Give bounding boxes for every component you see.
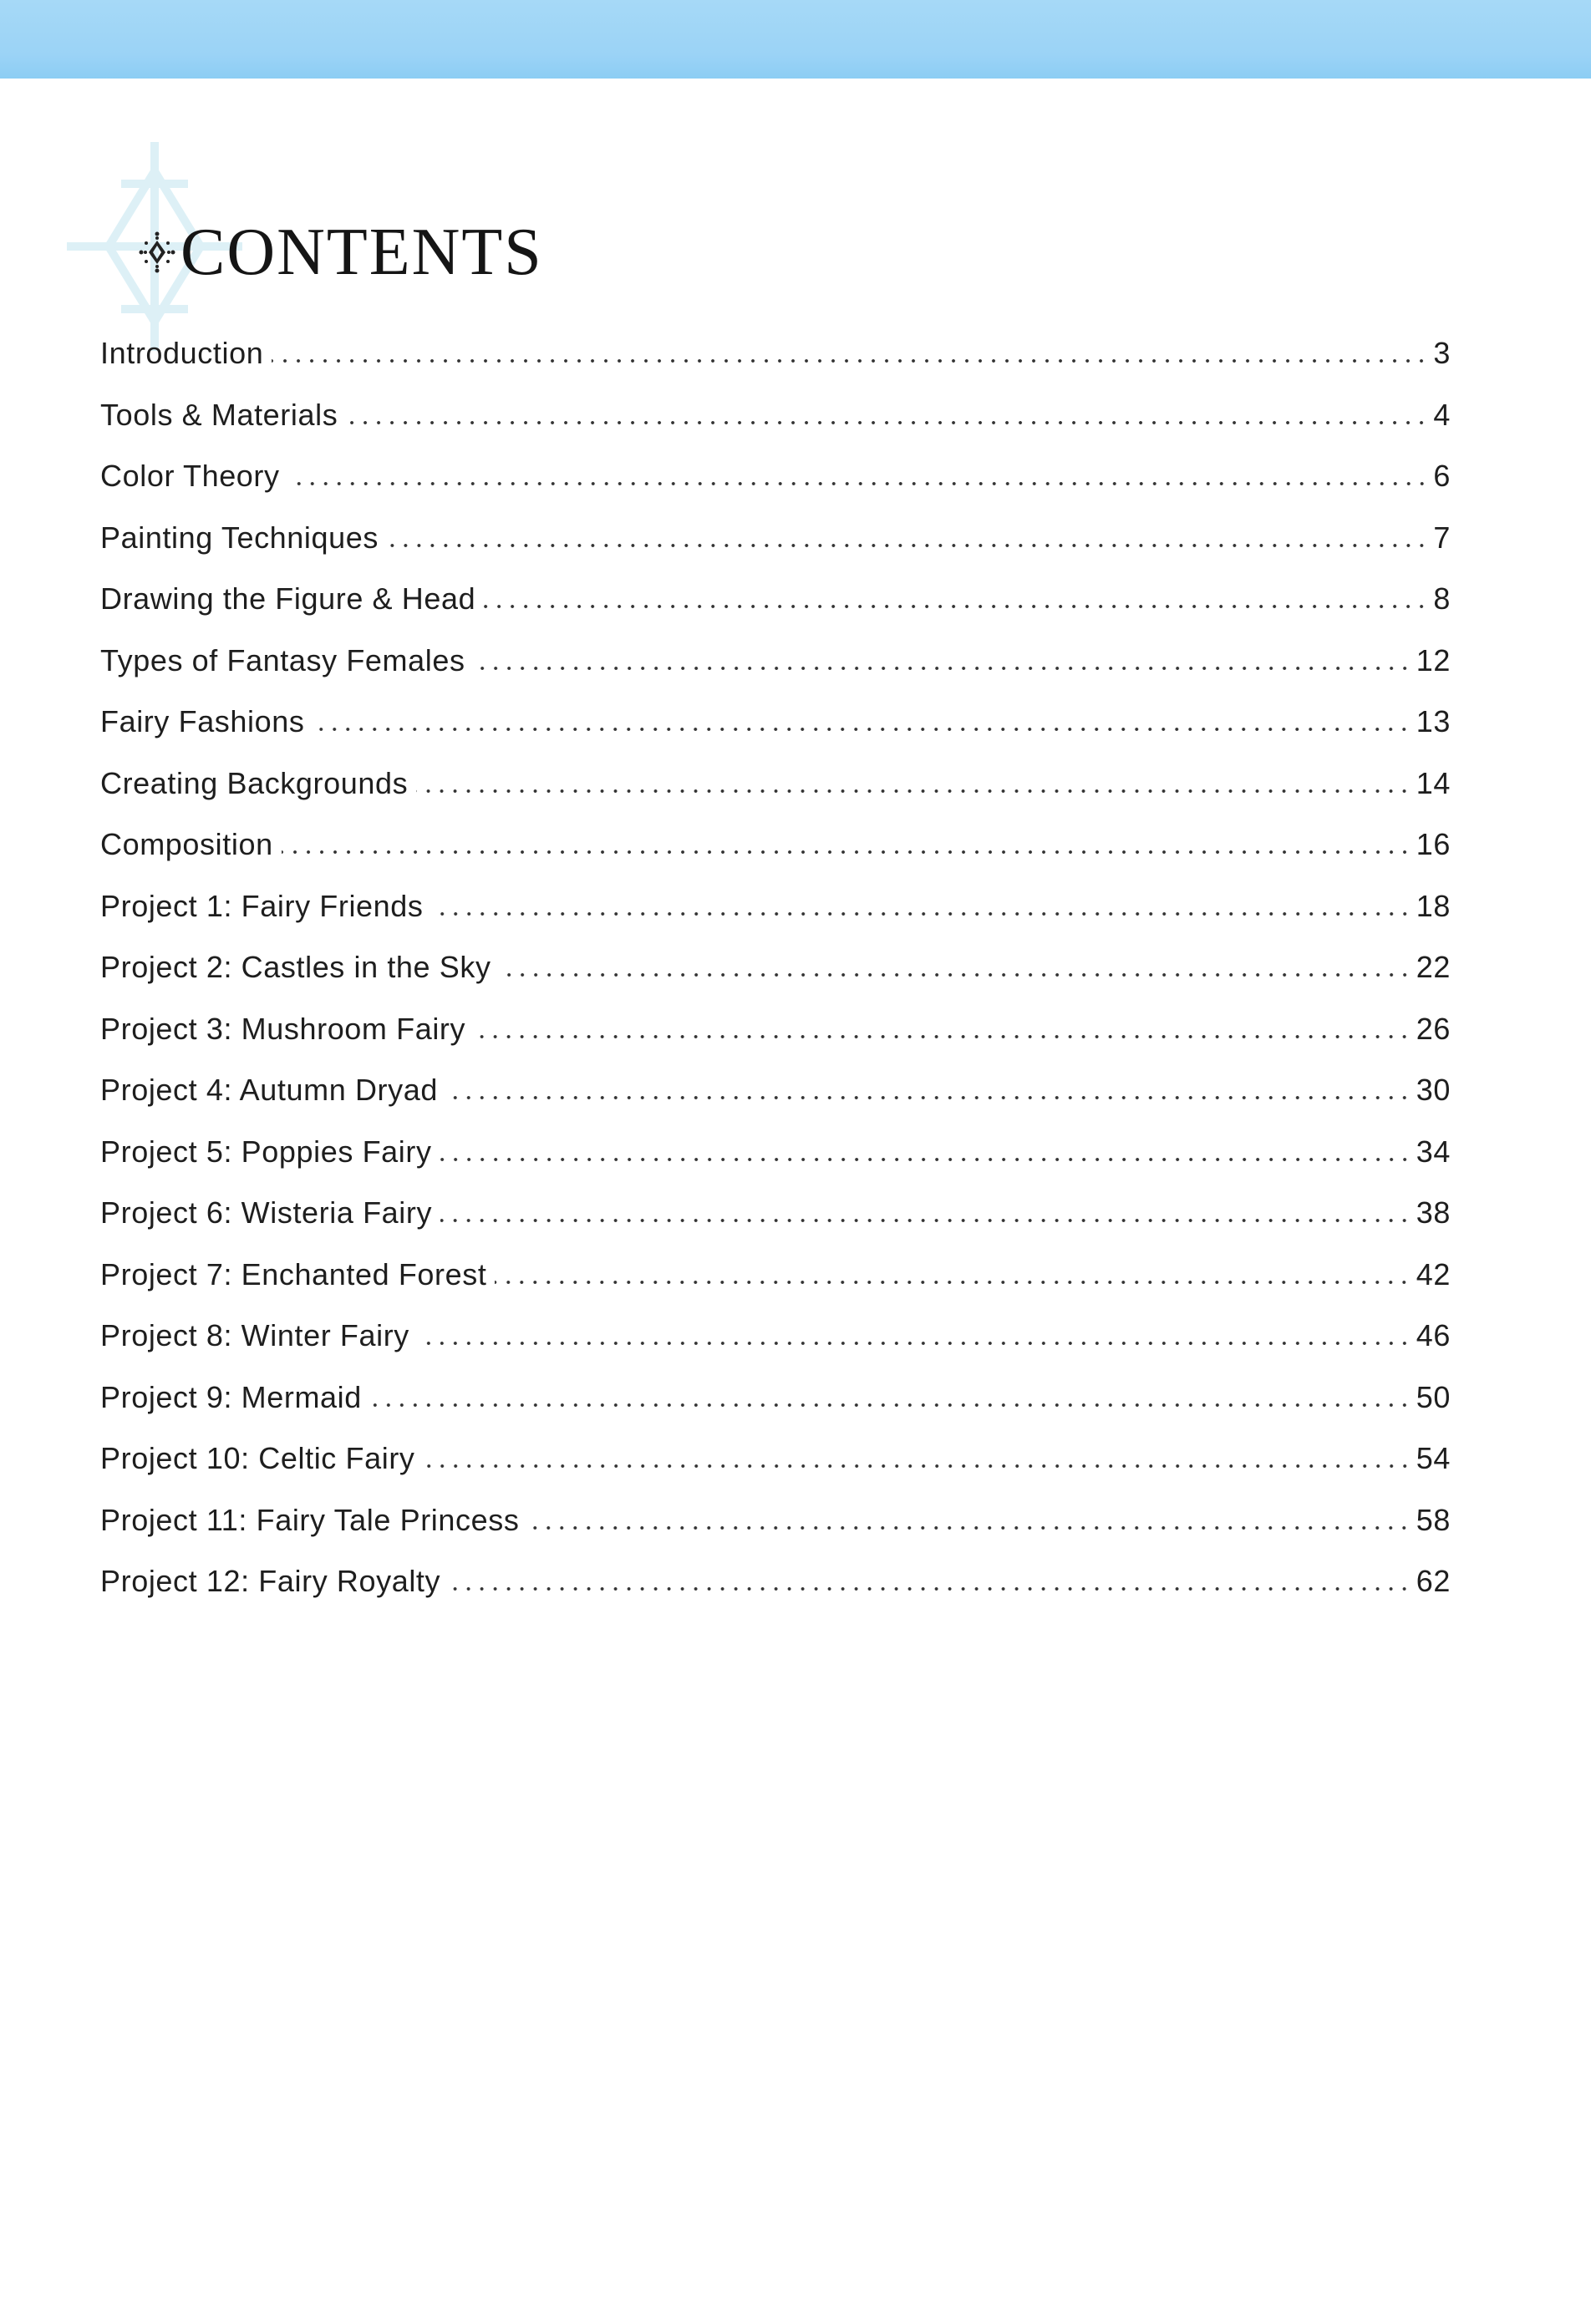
toc-entry-page: 34 — [1416, 1134, 1451, 1169]
dot-leader — [346, 420, 1428, 425]
dot-leader — [424, 1464, 1411, 1469]
toc-entry-page: 50 — [1416, 1379, 1451, 1414]
toc-entry-page: 30 — [1416, 1073, 1451, 1107]
toc-entry-page: 4 — [1433, 397, 1451, 432]
dot-leader — [527, 1525, 1411, 1530]
toc-entry-page: 26 — [1416, 1011, 1451, 1046]
toc-entry-label: Project 3: Mushroom Fairy — [100, 1011, 466, 1046]
dot-leader — [288, 481, 1429, 486]
toc-entry-label: Types of Fantasy Females — [100, 642, 465, 677]
toc-entry-page: 12 — [1416, 642, 1451, 677]
toc-entry-page: 8 — [1433, 581, 1451, 616]
toc-entry-label: Project 8: Winter Fairy — [100, 1318, 409, 1352]
toc-entry-page: 38 — [1416, 1195, 1451, 1230]
dot-leader — [282, 850, 1411, 855]
dot-leader — [474, 666, 1411, 671]
dot-leader — [484, 604, 1428, 609]
toc-entry-page: 62 — [1416, 1564, 1451, 1598]
toc-entry[interactable] — [100, 520, 1451, 582]
toc-entry-label: Project 2: Castles in the Sky — [100, 950, 491, 984]
dot-leader — [416, 789, 1411, 794]
toc-entry-page: 16 — [1416, 827, 1451, 861]
toc-entry[interactable] — [100, 1441, 1451, 1503]
dot-leader — [272, 358, 1428, 363]
toc-entry-label: Project 4: Autumn Dryad — [100, 1073, 438, 1107]
toc-entry-page: 7 — [1433, 520, 1451, 555]
toc-entry[interactable] — [100, 827, 1451, 889]
toc-entry-label: Project 6: Wisteria Fairy — [100, 1195, 433, 1230]
table-of-contents — [100, 336, 1451, 1626]
dot-leader — [474, 1034, 1411, 1039]
toc-entry-label: Introduction — [100, 336, 264, 370]
toc-entry-label: Project 10: Celtic Fairy — [100, 1441, 415, 1475]
toc-entry-label: Project 5: Poppies Fairy — [100, 1134, 432, 1169]
dot-leader — [313, 727, 1411, 732]
toc-entry[interactable] — [100, 1318, 1451, 1380]
toc-entry-page: 58 — [1416, 1502, 1451, 1537]
toc-entry-page: 3 — [1433, 336, 1451, 370]
dot-leader — [449, 1586, 1411, 1591]
toc-entry[interactable] — [100, 766, 1451, 828]
header-band — [0, 0, 1591, 79]
dot-leader — [500, 972, 1411, 977]
toc-entry-label: Fairy Fashions — [100, 704, 305, 738]
toc-entry[interactable] — [100, 1134, 1451, 1196]
toc-entry[interactable] — [100, 581, 1451, 643]
toc-entry-page: 18 — [1416, 888, 1451, 923]
snowflake-ornament-icon — [137, 229, 177, 276]
toc-entry-label: Project 1: Fairy Friends — [100, 888, 424, 923]
toc-entry[interactable] — [100, 704, 1451, 766]
toc-entry-label: Drawing the Figure & Head — [100, 581, 476, 616]
toc-entry[interactable] — [100, 1564, 1451, 1626]
toc-entry-label: Composition — [100, 827, 273, 861]
dot-leader — [440, 1218, 1411, 1223]
toc-entry-label: Project 9: Mermaid — [100, 1379, 362, 1414]
dot-leader — [387, 543, 1428, 548]
toc-entry-label: Project 11: Fairy Tale Princess — [100, 1502, 520, 1537]
toc-entry-label: Tools & Materials — [100, 397, 338, 432]
toc-entry[interactable] — [100, 1195, 1451, 1257]
toc-entry-page: 14 — [1416, 765, 1451, 800]
toc-entry-label: Project 12: Fairy Royalty — [100, 1564, 441, 1598]
toc-entry[interactable] — [100, 950, 1451, 1012]
toc-entry-label: Creating Backgrounds — [100, 765, 409, 800]
toc-entry-page: 22 — [1416, 950, 1451, 984]
dot-leader — [446, 1095, 1411, 1100]
toc-entry-page: 46 — [1416, 1318, 1451, 1352]
toc-entry[interactable] — [100, 1503, 1451, 1565]
dot-leader — [495, 1280, 1411, 1285]
toc-entry[interactable] — [100, 1012, 1451, 1073]
dot-leader — [432, 911, 1411, 916]
toc-entry[interactable] — [100, 336, 1451, 398]
toc-entry[interactable] — [100, 459, 1451, 520]
toc-entry-label: Project 7: Enchanted Forest — [100, 1256, 487, 1291]
toc-entry[interactable] — [100, 1073, 1451, 1134]
toc-entry-label: Color Theory — [100, 459, 280, 493]
dot-leader — [440, 1157, 1411, 1162]
toc-entry[interactable] — [100, 643, 1451, 705]
toc-entry-page: 42 — [1416, 1256, 1451, 1291]
toc-entry[interactable] — [100, 1380, 1451, 1442]
dot-leader — [370, 1403, 1411, 1408]
toc-entry-page: 54 — [1416, 1441, 1451, 1475]
title-row — [137, 216, 543, 289]
toc-entry-label: Painting Techniques — [100, 520, 379, 555]
toc-entry[interactable] — [100, 889, 1451, 951]
toc-entry-page: 13 — [1416, 704, 1451, 738]
page-title: CONTENTS — [180, 216, 543, 289]
toc-entry-page: 6 — [1433, 459, 1451, 493]
dot-leader — [418, 1341, 1411, 1346]
toc-entry[interactable] — [100, 398, 1451, 459]
toc-entry[interactable] — [100, 1257, 1451, 1319]
